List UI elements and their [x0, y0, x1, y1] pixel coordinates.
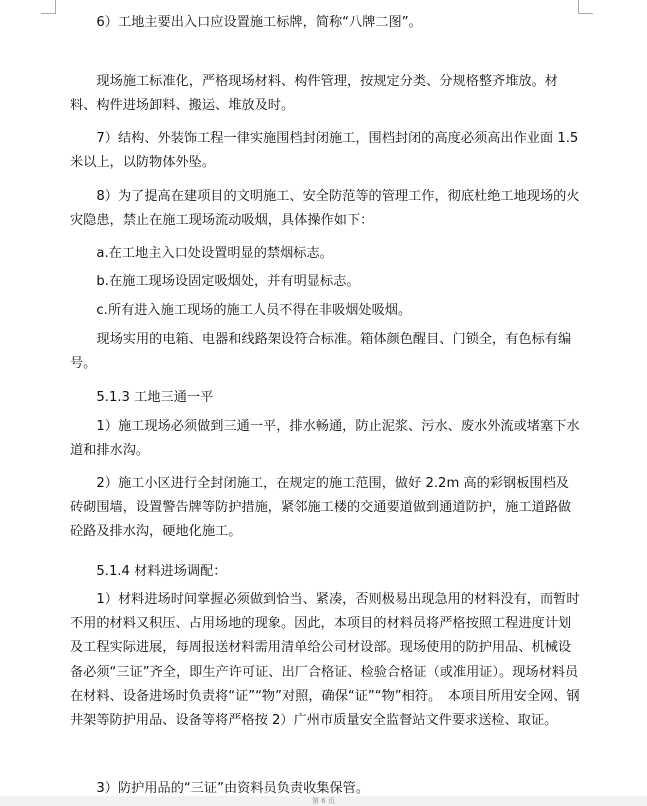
page-footer: 第 6 页 — [312, 797, 335, 805]
paragraph: 8）为了提高在建项目的文明施工、安全防范等的管理工作，彻底杜绝工地现场的火灾隐患，禁止在施工现场流动吸烟，具体操作如下： — [70, 189, 580, 229]
paragraph: 现场施工标准化，严格现场材料、构件管理，按规定分类、分规格整齐堆放。材料、构件进场卸料、搬运、堆放及时。 — [70, 74, 558, 114]
paragraph: 2）施工小区进行全封闭施工，在规定的施工范围，做好 2.2m 高的彩钢板围档及砖砌围墙，设置警告牌等防护措施，紧邻施工楼的交通要道做到通道防护，施工道路做砼路及排水沟，硬地化施工。 — [70, 476, 572, 540]
crop-mark — [579, 13, 593, 14]
list-item: b.在施工现场设固定吸烟处，并有明显标志。 — [96, 274, 360, 289]
paragraph: 6）工地主要出入口应设置施工标牌，简称“八牌二图”。 — [96, 15, 422, 30]
paragraph: 现场实用的电箱、电器和线路架设符合标准。箱体颜色醒目、门锁全，有色标有编号。 — [70, 332, 572, 372]
crop-mark — [55, 0, 56, 14]
paragraph: 1）施工现场必须做到三通一平，排水畅通，防止泥浆、污水、废水外流或堵塞下水道和排水沟。 — [70, 419, 580, 459]
section-heading: 5.1.3 工地三通一平 — [96, 390, 214, 405]
paragraph: 3）防护用品的“三证”由资料员负责收集保管。 — [96, 781, 370, 796]
list-item: a.在工地主入口处设置明显的禁烟标志。 — [96, 246, 333, 261]
paragraph: 7）结构、外装饰工程一律实施围档封闭施工，围档封闭的高度必须高出作业面 1.5 米以上，以防物体外坠。 — [70, 131, 579, 171]
paragraph: 1）材料进场时间掌握必须做到恰当、紧凑，否则极易出现急用的材料没有，而暂时不用的材料又积压、占用场地的现象。因此，本项目的材料员将严格按照工程进度计划及工程实际进展，每周报送材料需用清单给公司材设部。现场使用的防护用品、机械设备必须“三证”齐全，即生产许可证、出厂合格证、检验合格证（或准用证）。现场材料员在材料、设备进场时负责将“证”“物”对照，确保“证”“物”相符。 本项目所用安全网、钢井架等防护用品、设备等将严格按 2）广州市质量安全监督站文件要求送检、取证。 — [70, 592, 580, 729]
crop-mark — [41, 13, 55, 14]
list-item: c.所有进入施工现场的施工人员不得在非吸烟处吸烟。 — [96, 303, 412, 318]
section-heading: 5.1.4 材料进场调配： — [96, 564, 227, 579]
